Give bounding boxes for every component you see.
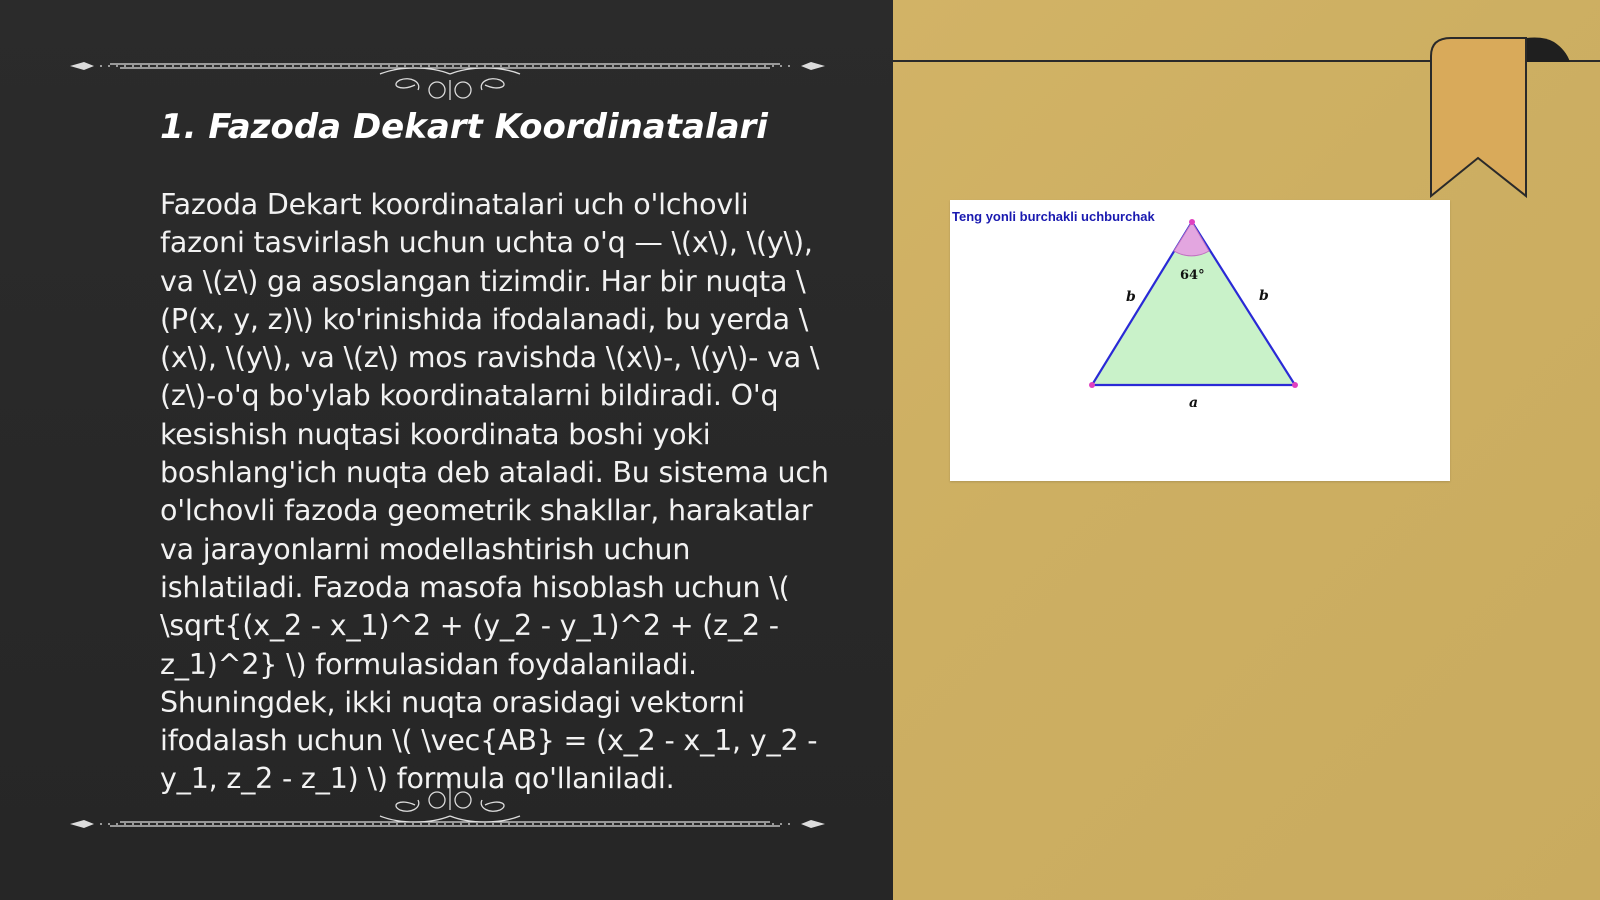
slide-title: 1. Fazoda Dekart Koordinatalari bbox=[160, 107, 768, 147]
bottom-ornament bbox=[70, 770, 825, 830]
angle-label: 64° bbox=[1180, 268, 1205, 283]
vertex-top bbox=[1189, 219, 1195, 225]
bookmark-ribbon bbox=[1426, 36, 1586, 201]
side-label-right: b bbox=[1259, 288, 1269, 304]
top-ornament bbox=[70, 40, 825, 100]
side-label-bottom: a bbox=[1189, 395, 1199, 411]
figure-title: Teng yonli burchakli uchburchak bbox=[952, 209, 1155, 224]
vertex-right bbox=[1292, 382, 1298, 388]
vertex-left bbox=[1089, 382, 1095, 388]
triangle-diagram bbox=[950, 200, 1450, 481]
side-label-left: b bbox=[1126, 289, 1136, 305]
slide-body-text: Fazoda Dekart koordinatalari uch o'lchovli fazoni tasvirlash uchun uchta o'q — \(x\), \(y\), va \(z\) ga asoslangan tizimdir. Har bir nuqta \(P(x, y, z)\) ko'rinishida ifodalanadi, bu yerda \(x\), \(y\), va \(z\) mos ravishda \(x\)-, \(y\)- va \(z\)-o'q bo'ylab koordinatalarni bildiradi. O'q kesishish nuqtasi koordinata boshi yoki boshlang'ich nuqta deb ataladi. Bu sistema uch o'lchovli fazoda geometrik shakllar, harakatlar va jarayonlarni modellashtirish uchun ishlatiladi. Fazoda masofa hisoblash uchun \( \sqrt{(x_2 - x_1)^2 + (y_2 - y_1)^2 + (z_2 - z_1)^2} \) formulasidan foydalaniladi. Shuningdek, ikki nuqta orasidagi vektorni ifodalash uchun \( \vec{AB} = (x_2 - x_1, y_2 - y_1, z_2 - z_1) \) formula qo'llaniladi. bbox=[160, 188, 829, 796]
triangle-figure bbox=[950, 200, 1450, 481]
